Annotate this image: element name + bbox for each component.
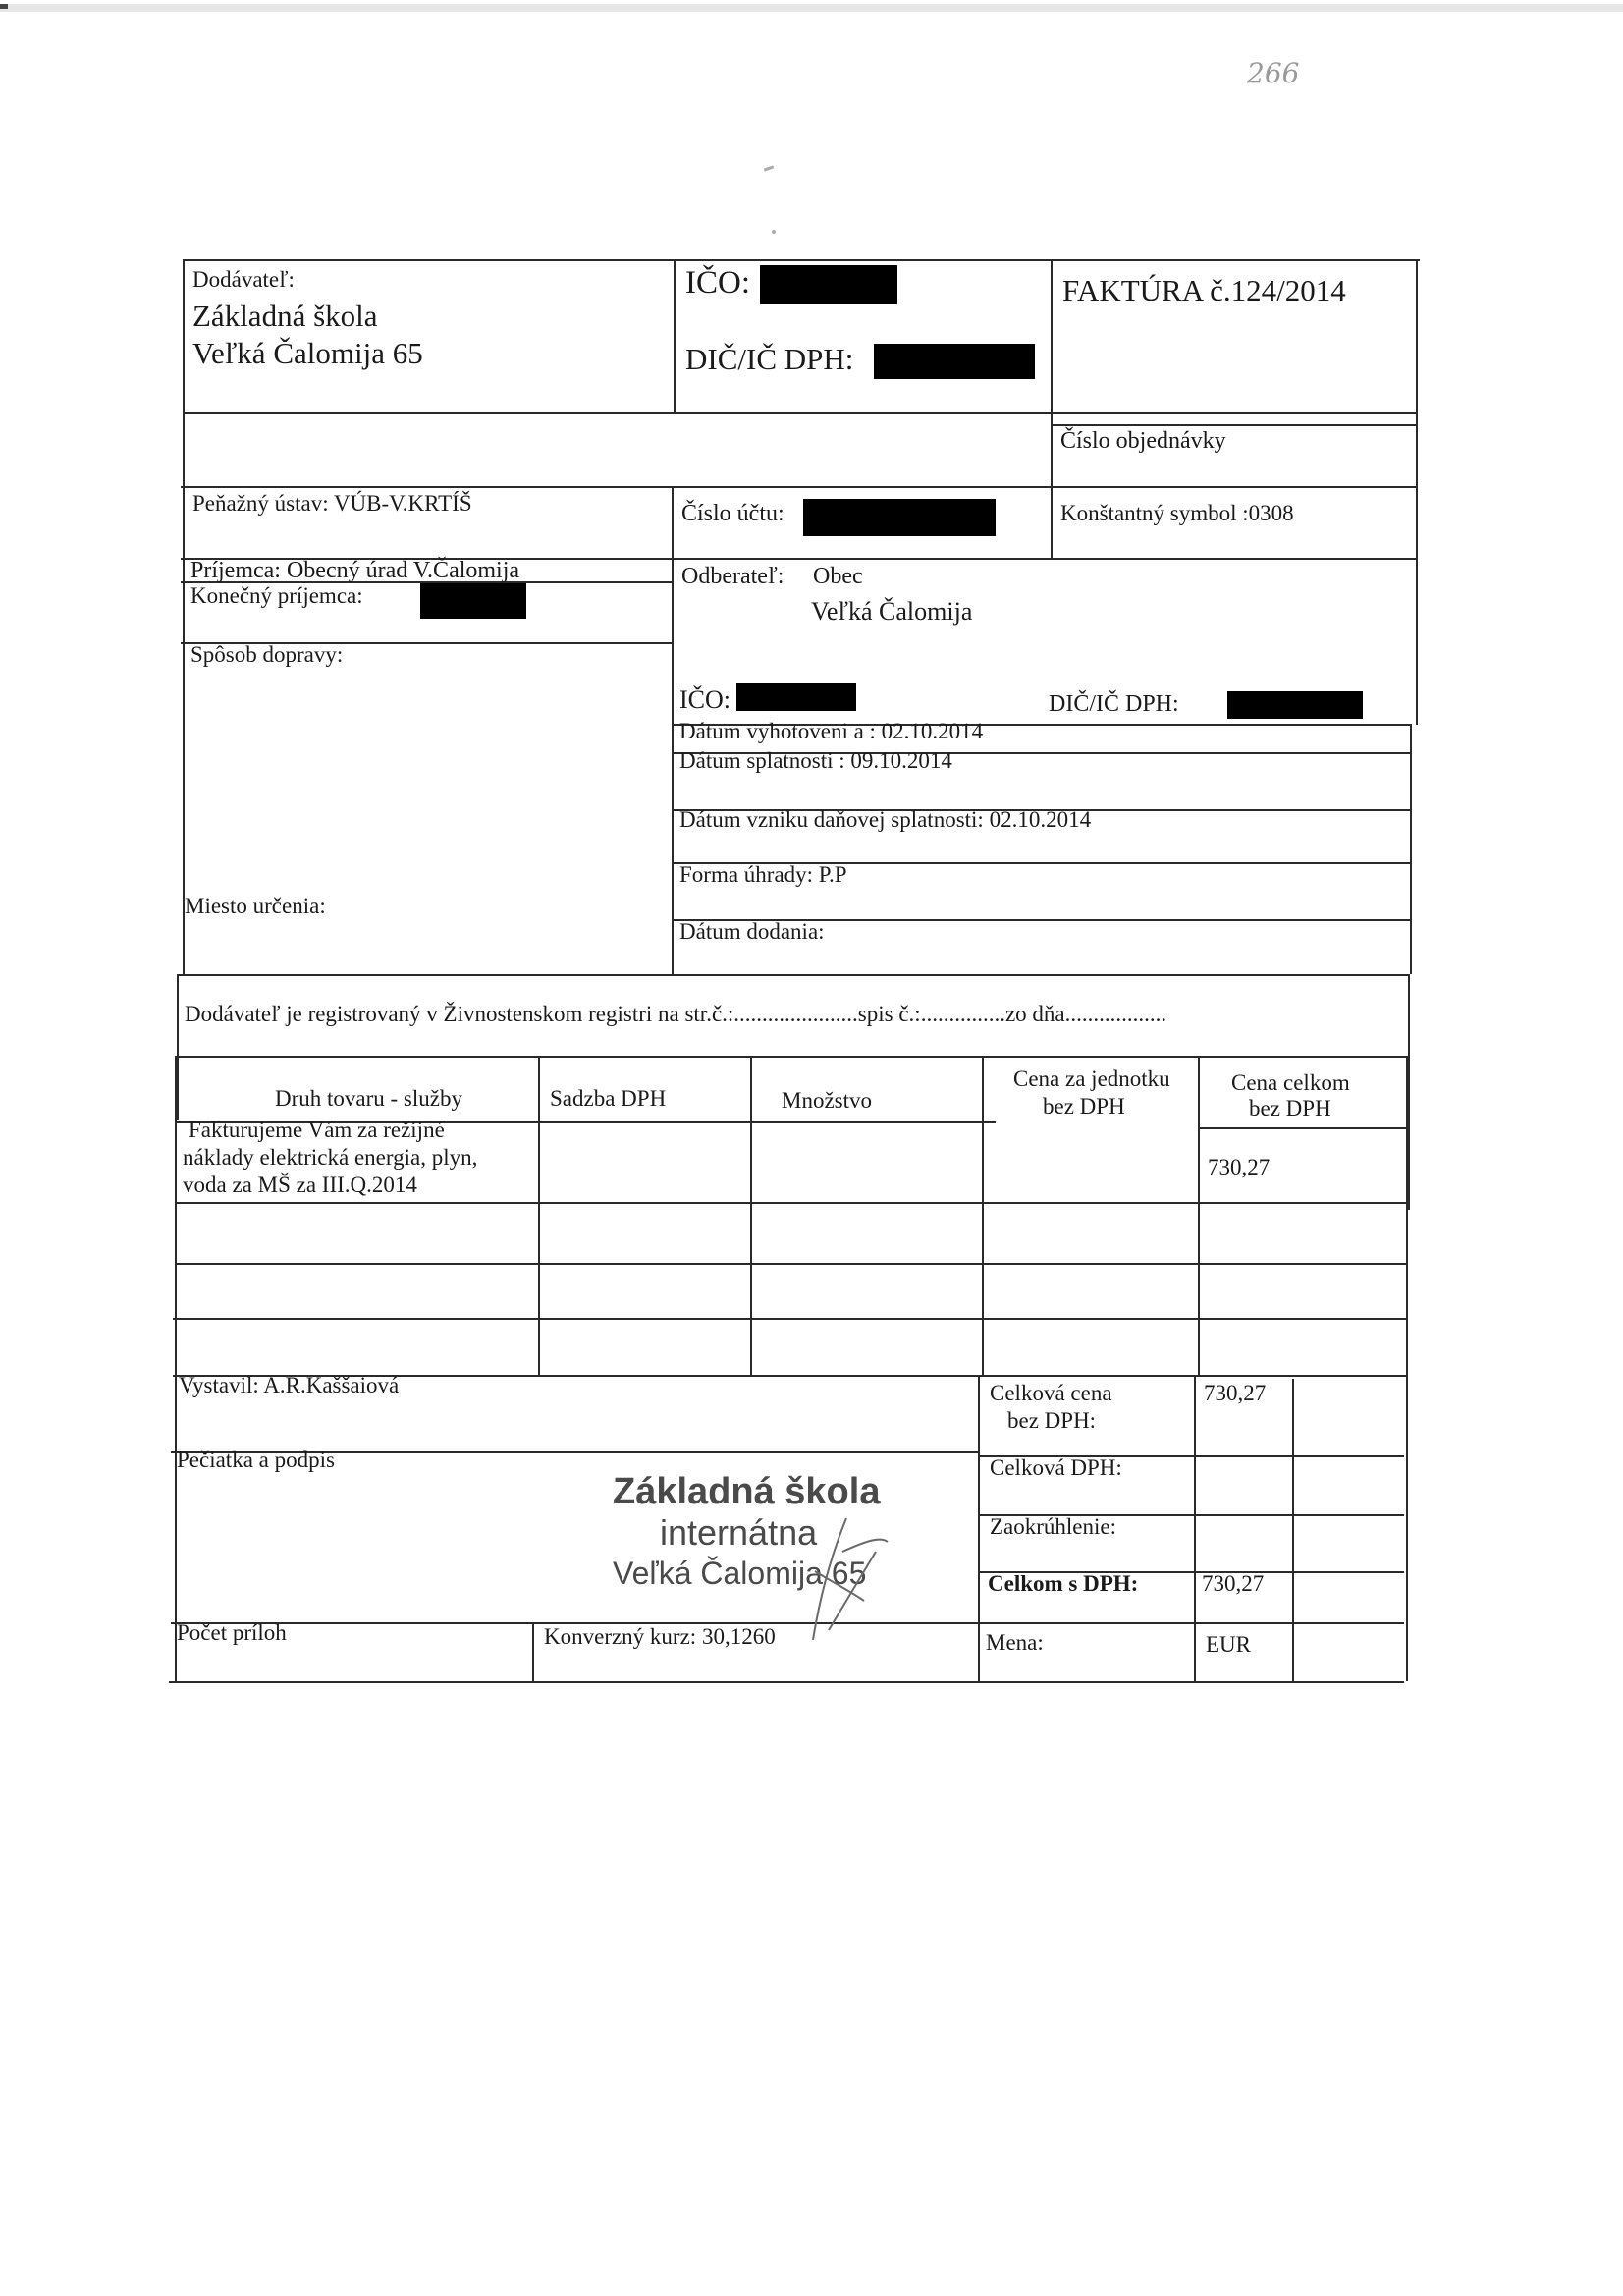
total-no-vat-label-2: bez DPH: (1007, 1408, 1097, 1433)
customer-dic-label: DIČ/IČ DPH: (1049, 691, 1179, 717)
payment-form: Forma úhrady: P.P (679, 862, 847, 887)
issued-by: Vystavil: A.R.Kaššaiová (179, 1373, 400, 1397)
rule (173, 1318, 1408, 1320)
rule (175, 1056, 1408, 1058)
stamp-line-2: internátna (660, 1512, 818, 1553)
header-total-2: bez DPH (1249, 1096, 1331, 1121)
stamp-line-3: Veľká Čalomija 65 (613, 1556, 867, 1591)
rule (672, 486, 674, 558)
rule (1194, 1375, 1196, 1681)
rule (1406, 1056, 1408, 1681)
rule (169, 1681, 1404, 1683)
date-due: Dátum splatnosti : 09.10.2014 (679, 748, 952, 773)
customer-line1: Obec (813, 564, 863, 589)
header-total-1: Cena celkom (1231, 1070, 1350, 1095)
speck (772, 230, 776, 234)
conversion-rate: Konverzný kurz: 30,1260 (544, 1624, 776, 1649)
item-total: 730,27 (1208, 1155, 1271, 1179)
delivery-date-label: Dátum dodania: (679, 919, 825, 944)
currency-label: Mena: (986, 1630, 1044, 1655)
redacted-final-recipient (420, 583, 526, 619)
account-label: Číslo účtu: (681, 501, 784, 526)
scan-edge (0, 4, 1623, 12)
date-tax-point: Dátum vzniku daňovej splatnosti: 02.10.2014 (679, 807, 1092, 832)
rule (1410, 724, 1412, 974)
total-vat-label: Celková DPH: (990, 1455, 1122, 1480)
customer-label: Odberateľ: (681, 564, 784, 589)
attachments-label: Počet príloh (177, 1620, 287, 1645)
rounding-label: Zaokrúhlenie: (990, 1514, 1117, 1539)
supplier-name: Základná škola (192, 299, 378, 333)
supplier-ico-label: IČO: (685, 265, 750, 301)
header-quantity: Množstvo (782, 1088, 872, 1113)
currency-value: EUR (1206, 1632, 1251, 1657)
total-no-vat-label-1: Celková cena (990, 1381, 1112, 1405)
rule (183, 412, 1416, 414)
speck (764, 165, 774, 171)
stamp-sign-label: Pečiatka a podpis (177, 1448, 335, 1472)
rule (175, 1056, 177, 1681)
redacted-account (803, 499, 996, 536)
stamp-line-1: Základná škola (613, 1471, 881, 1512)
rule (982, 1056, 984, 1377)
header-vat-rate: Sadzba DPH (550, 1086, 667, 1111)
rule (750, 1056, 752, 1377)
order-number-label: Číslo objednávky (1060, 428, 1226, 454)
redacted-dic (874, 344, 1035, 379)
destination-label: Miesto určenia: (185, 894, 326, 918)
rule (1051, 259, 1053, 560)
rule (672, 558, 674, 974)
rule (1292, 1379, 1294, 1681)
bank-label: Peňažný ústav: VÚB-V.KRTÍŠ (192, 491, 472, 516)
item-description-1: Fakturujeme Vám za režijné (189, 1118, 445, 1142)
rule (181, 486, 1416, 488)
header-unit-price-2: bez DPH (1043, 1094, 1125, 1119)
redacted-ico (760, 265, 897, 304)
redacted-customer-ico (736, 683, 856, 711)
page-mark: 266 (1247, 57, 1300, 89)
header-unit-price-1: Cena za jednotku (1013, 1066, 1170, 1091)
rule (175, 1202, 1408, 1204)
rule (183, 259, 1420, 261)
rule (183, 259, 185, 974)
recipient: Príjemca: Obecný úrad V.Čalomija (190, 558, 520, 583)
rule (1416, 259, 1418, 725)
item-description-2: náklady elektrická energia, plyn, (183, 1145, 478, 1170)
total-no-vat: 730,27 (1204, 1381, 1267, 1405)
customer-ico-label: IČO: (679, 685, 730, 714)
rule (177, 974, 1410, 976)
rule (177, 974, 179, 1120)
supplier-dic-label: DIČ/IČ DPH: (685, 342, 854, 376)
rule (978, 1375, 980, 1681)
date-issued: Dátum vyhotoveni a : 02.10.2014 (679, 719, 984, 743)
transport-label: Spôsob dopravy: (190, 642, 344, 667)
rule (1408, 974, 1410, 1210)
signature-icon (785, 1512, 903, 1669)
item-description-3: voda za MŠ za III.Q.2014 (183, 1173, 417, 1197)
customer-line2: Veľká Čalomija (811, 597, 973, 626)
supplier-address: Veľká Čalomija 65 (192, 336, 423, 370)
redacted-customer-dic (1227, 691, 1363, 719)
final-recipient-label: Konečný príjemca: (190, 583, 363, 608)
registry-line: Dodávateľ je registrovaný v Živnostenskom registri na str.č.:......................spis č.:...............zo dňa.................. (185, 1002, 1167, 1026)
total-with-vat-label: Celkom s DPH: (988, 1571, 1139, 1596)
invoice-title: FAKTÚRA č.124/2014 (1062, 273, 1346, 307)
rule (532, 1622, 534, 1681)
supplier-label: Dodávateľ: (192, 267, 295, 292)
constant-symbol: Konštantný symbol :0308 (1060, 501, 1294, 525)
rule (674, 259, 676, 412)
rule (1198, 1056, 1200, 1377)
rule (175, 1263, 1408, 1265)
header-goods: Druh tovaru - služby (275, 1086, 462, 1111)
total-with-vat: 730,27 (1202, 1571, 1265, 1596)
rule (1198, 1127, 1408, 1129)
rule (1051, 424, 1416, 426)
rule (538, 1056, 540, 1377)
